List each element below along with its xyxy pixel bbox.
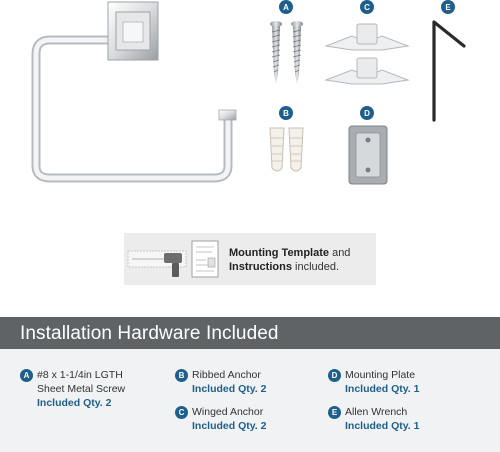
part-c-winged-anchors <box>326 0 408 84</box>
installation-banner <box>0 317 500 349</box>
badge-e-label: E <box>445 3 451 12</box>
badge-d-icon: D <box>328 369 341 382</box>
drill-template-illustration <box>124 233 224 285</box>
template-note-bold-2: Instructions <box>229 261 292 273</box>
badge-c-icon: C <box>175 406 188 419</box>
badge-b-label: B <box>283 109 289 118</box>
badge-a-icon: A <box>20 369 33 382</box>
template-note-text <box>229 246 374 274</box>
badge-c-label: C <box>364 3 370 12</box>
template-note-bold-1: Mounting Template <box>229 247 330 259</box>
hardware-item-a-qty: Included Qty. 2 <box>37 397 112 409</box>
badge-d-label: D <box>364 109 370 118</box>
hardware-item-a-name-2: Sheet Metal Screw <box>37 383 126 395</box>
hardware-item-e-name: Allen Wrench <box>345 406 408 418</box>
part-e-allen-wrench <box>434 0 464 120</box>
hardware-item-a-name-1: #8 x 1-1/4in LGTH <box>37 369 123 381</box>
mounting-template-note <box>124 233 376 285</box>
part-d-mounting-plate <box>349 106 387 184</box>
template-note-text-2: included. <box>291 261 340 273</box>
banner-title: Installation Hardware Included <box>20 323 279 344</box>
part-a-screws <box>270 0 303 84</box>
hardware-item-d-name: Mounting Plate <box>345 369 416 381</box>
template-note-text-1: and <box>329 247 351 259</box>
hardware-item-c-qty: Included Qty. 2 <box>192 420 267 432</box>
hardware-list <box>0 349 500 452</box>
part-b-ribbed-anchors <box>270 106 303 171</box>
badge-a-label: A <box>283 3 289 12</box>
towel-ring-image <box>36 2 236 178</box>
hardware-item-d-qty: Included Qty. 1 <box>345 383 420 395</box>
hardware-item-b-name: Ribbed Anchor <box>192 369 261 381</box>
hardware-item-c-name: Winged Anchor <box>192 406 264 418</box>
badge-e-icon: E <box>328 406 341 419</box>
hardware-item-b-qty: Included Qty. 2 <box>192 383 267 395</box>
hardware-item-e-qty: Included Qty. 1 <box>345 420 420 432</box>
product-illustration <box>0 0 500 225</box>
badge-b-icon: B <box>175 369 188 382</box>
